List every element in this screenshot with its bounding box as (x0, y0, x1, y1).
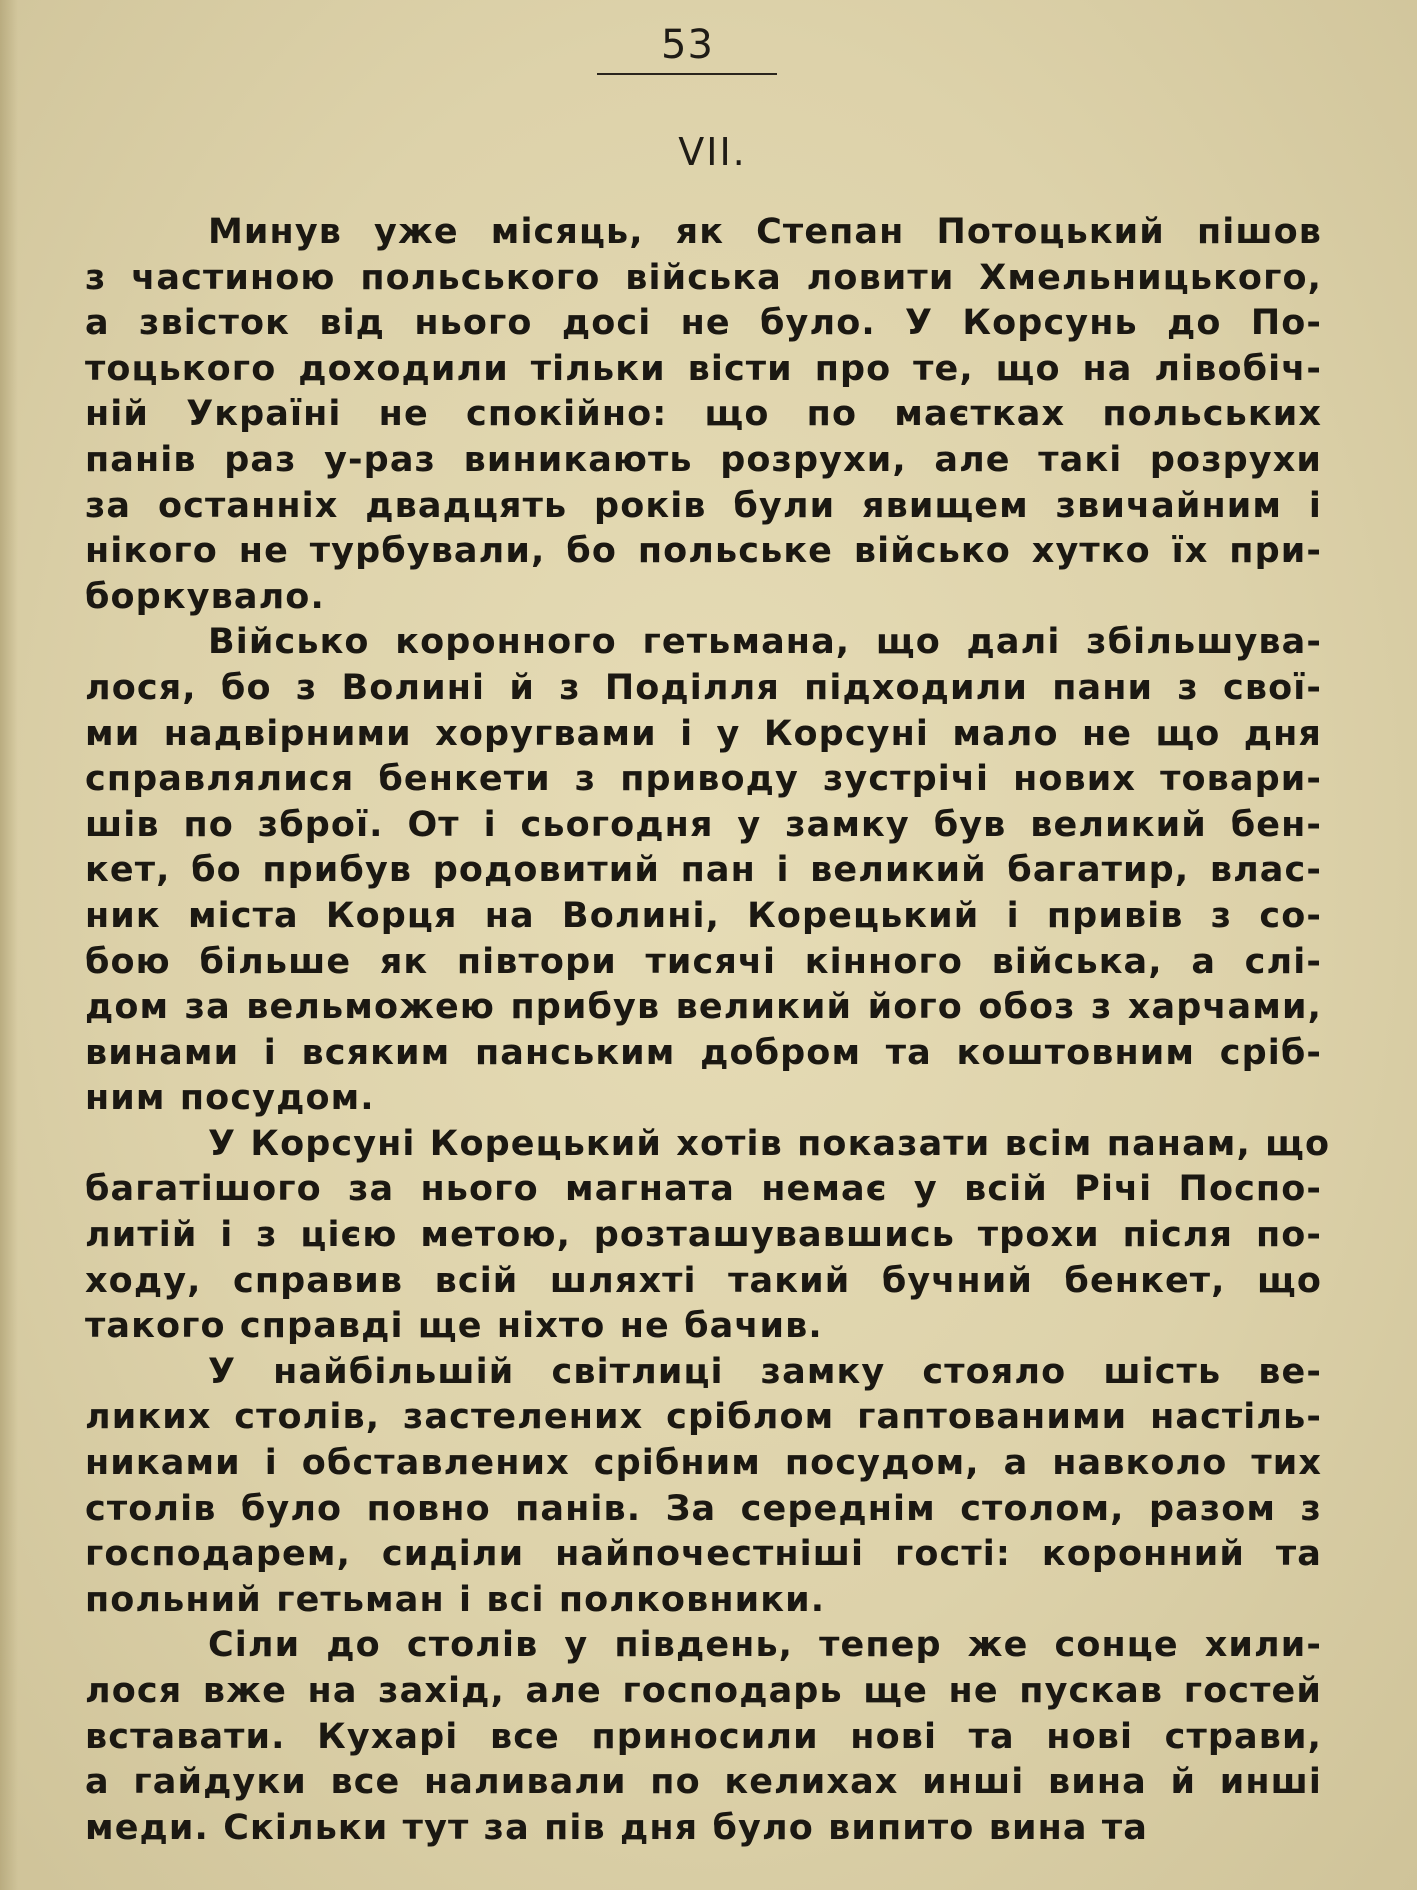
text-line: ми надвірними хоругвами і у Корсуні мало не що дня (85, 713, 1322, 754)
text-line: ній Україні не спокійно: що по маєтках польських (85, 394, 1322, 435)
text-line: Сіли до столів у південь, тепер же сонце хили- (208, 1625, 1322, 1666)
text-line: шів по зброї. От і сьогодня у замку був великий бен- (85, 804, 1322, 845)
text-line: меди. Скільки тут за пів дня було випито вина та (85, 1807, 1148, 1848)
text-line: польний гетьман і всі полковники. (85, 1579, 826, 1620)
text-line: ник міста Корця на Волині, Корецький і привів з со- (85, 895, 1322, 936)
text-line: за останніх двадцять років були явищем звичайним і (85, 485, 1322, 526)
text-line: а звісток від нього досі не було. У Корсунь до По- (85, 303, 1322, 344)
text-line: ходу, справив всій шляхті такий бучний бенкет, що (85, 1260, 1322, 1301)
body-text (85, 210, 1331, 1851)
text-line: лося вже на захід, але господарь ще не пускав гостей (85, 1671, 1322, 1711)
chapter-heading: VII. (678, 130, 747, 174)
text-line: У найбільшій світлиці замку стояло шість ве- (208, 1351, 1322, 1392)
text-line: дом за вельможею прибув великий його обоз з харчами, (85, 987, 1322, 1028)
text-line: бою більше як півтори тисячі кінного війська, а слі- (85, 941, 1322, 982)
text-line: господарем, сиділи найпочестніші гості: коронний та (85, 1534, 1322, 1575)
page-number-rule (597, 73, 777, 75)
text-line: нікого не турбували, бо польське військо хутко їх при- (85, 531, 1322, 572)
text-line: кет, бо прибув родовитий пан і великий багатир, влас- (85, 850, 1322, 891)
text-line: Військо коронного гетьмана, що далі збільшува- (208, 622, 1322, 663)
text-line: багатішого за нього магната немає у всій Річі Поспо- (85, 1169, 1322, 1210)
text-line: панів раз у-раз виникають розрухи, але такі розрухи (85, 439, 1322, 480)
text-line: вставати. Кухарі все приносили нові та нові страви, (85, 1716, 1322, 1757)
paragraph (85, 1623, 1322, 1851)
text-line: винами і всяким панським добром та коштовним сріб- (85, 1032, 1322, 1073)
text-line: ним посудом. (85, 1078, 375, 1119)
paragraph (85, 620, 1322, 1122)
text-line: боркувало. (85, 576, 325, 617)
text-line: такого справді ще ніхто не бачив. (85, 1306, 823, 1347)
text-line: а гайдуки все наливали по келихах инші вина й инші (85, 1762, 1322, 1803)
text-line: У Корсуні Корецький хотів показати всім панам, що (208, 1123, 1331, 1164)
text-line: ликих столів, застелених сріблом гаптованими настіль- (85, 1397, 1322, 1438)
text-line: тоцького доходили тільки вісти про те, що на лівобіч- (85, 348, 1322, 389)
text-line: лося, бо з Волині й з Поділля підходили пани з свої- (85, 667, 1322, 708)
text-line: никами і обставлених срібним посудом, а навколо тих (85, 1443, 1322, 1484)
paragraph (85, 210, 1322, 620)
text-line: з частиною польського війська ловити Хмельницького, (85, 257, 1322, 298)
paragraph (85, 1122, 1331, 1350)
paragraph (85, 1350, 1322, 1624)
page-number: 53 (661, 22, 714, 68)
text-line: литій і з цією метою, розташувавшись трохи після по- (85, 1215, 1322, 1256)
text-line: столів було повно панів. За середнім столом, разом з (85, 1488, 1322, 1529)
text-line: справлялися бенкети з приводу зустрічі нових товари- (85, 759, 1322, 800)
text-line: Минув уже місяць, як Степан Потоцький пішов (208, 212, 1322, 252)
